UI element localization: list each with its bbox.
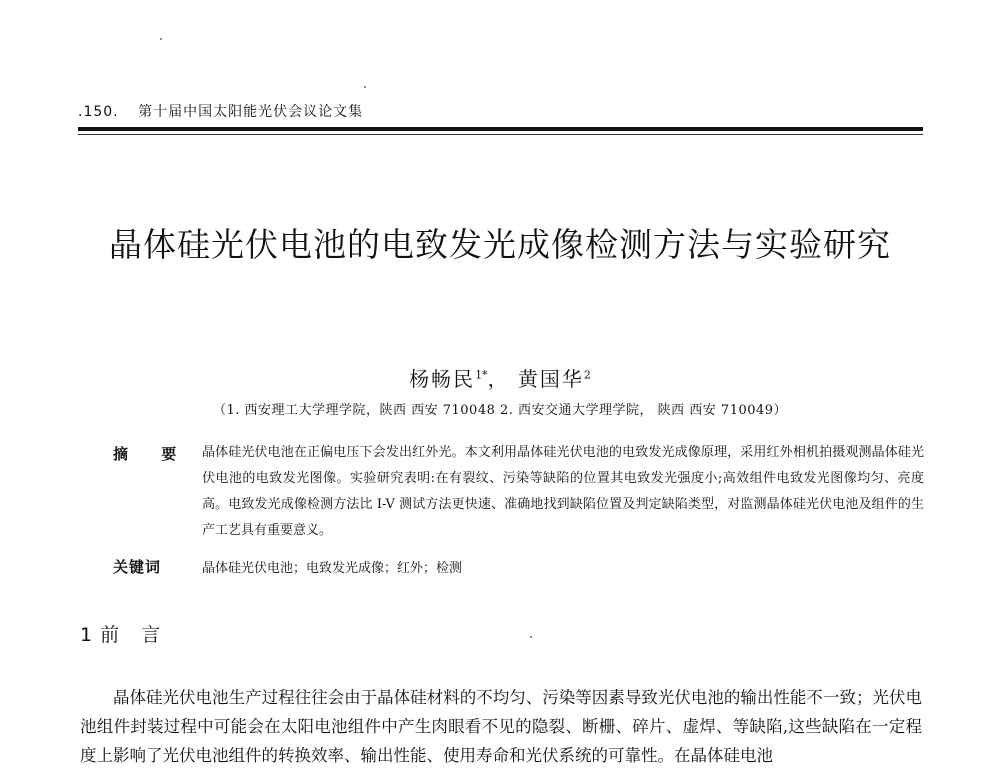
author-list xyxy=(0,363,1000,392)
scan-speck xyxy=(530,636,532,638)
running-header xyxy=(78,101,923,121)
section-heading xyxy=(80,620,182,647)
proceedings-title: 第十届中国太阳能光伏会议论文集 xyxy=(138,104,364,120)
affiliation-line: （1. 西安理工大学理学院，陕西 西安 710048 2. 西安交通大学理学院， 陕西 西安 710049） xyxy=(212,403,788,418)
abstract-label: 摘 要 xyxy=(113,445,191,463)
author-name: 杨畅民 xyxy=(409,367,476,391)
section-title: 前言 xyxy=(100,624,183,646)
author-affiliation-mark: 1* xyxy=(475,368,488,382)
body-paragraph: 晶体硅光伏电池生产过程往往会由于晶体硅材料的不均匀、污染等因素导致光伏电池的输出性能不一致；光伏电池组件封装过程中可能会在太阳电池组件中产生肉眼看不见的隐裂、断栅、碎片、虚焊、等缺陷,这些缺陷在一定程度上影响了光伏电池组件的转换效率、输出性能、使用寿命和光伏系统的可靠性。在晶体硅电池 xyxy=(80,688,922,765)
author-name: 黄国华 xyxy=(517,367,584,391)
keywords-text: 晶体硅光伏电池；电致发光成像；红外；检测 xyxy=(202,561,463,576)
section-number: 1 xyxy=(80,624,93,646)
page-number: .150. xyxy=(78,104,119,120)
author-affiliation-mark: 2 xyxy=(583,368,591,382)
header-rule-thick xyxy=(78,127,923,131)
scan-speck xyxy=(160,38,162,40)
scan-speck xyxy=(364,86,366,88)
header-rule-thin xyxy=(78,134,923,135)
paper-title: 晶体硅光伏电池的电致发光成像检测方法与实验研究 xyxy=(109,225,891,264)
keywords-label: 关键词 xyxy=(113,558,162,576)
author-separator: ， xyxy=(487,367,510,391)
abstract-text: 晶体硅光伏电池在正偏电压下会发出红外光。本文利用晶体硅光伏电池的电致发光成像原理，采用红外相机拍摄观测晶体硅光伏电池的电致发光图像。实验研究表明:在有裂纹、污染等缺陷的位置其电致发光强度小;高效组件电致发光图像均匀、亮度高。电致发光成像检测方法比 I-V 测试方法更快速、准确地找到缺陷位置及判定缺陷类型，对监测晶体硅光伏电池及组件的生产工艺具有重要意义。 xyxy=(202,445,924,538)
